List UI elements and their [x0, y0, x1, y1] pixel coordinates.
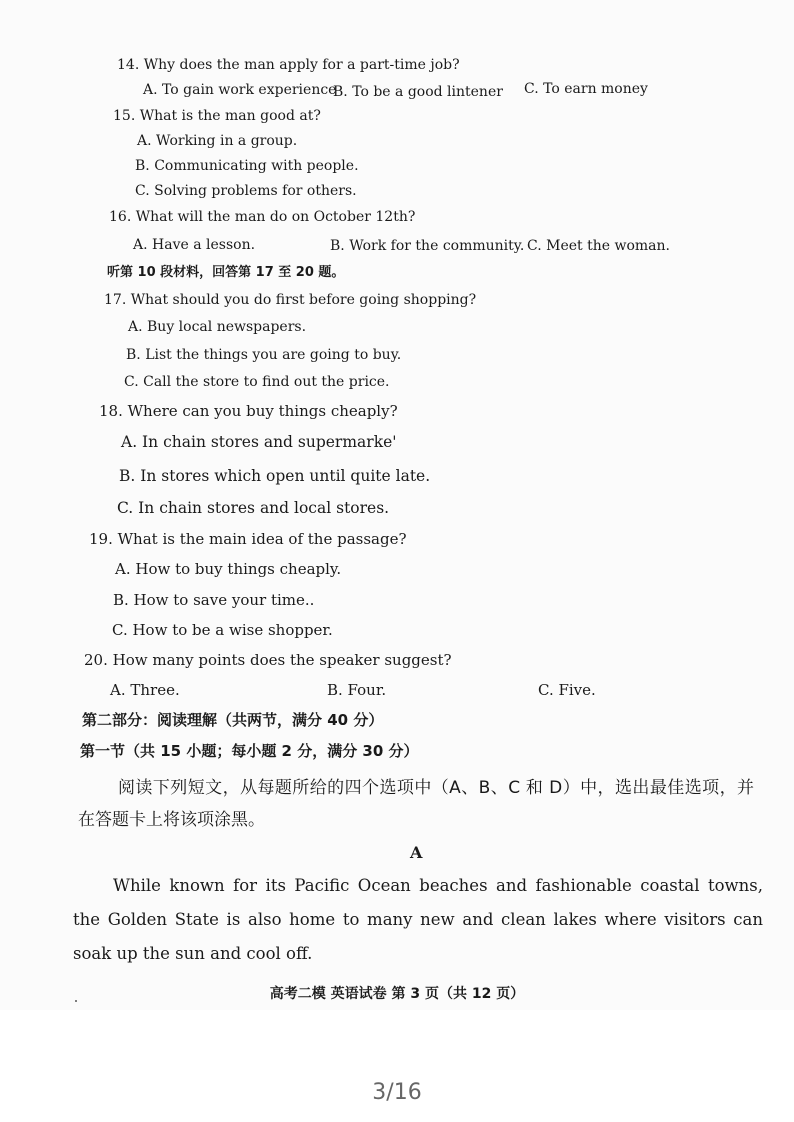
question-20-option-b: B. Four. [327, 681, 387, 699]
question-16-option-a: A. Have a lesson. [133, 237, 256, 253]
question-19-option-a: A. How to buy things cheaply. [115, 560, 342, 578]
question-20-stem: 20. How many points does the speaker suggest? [84, 651, 452, 669]
page-indicator: 3/16 [372, 1080, 422, 1105]
question-15-option-a: A. Working in a group. [137, 133, 298, 149]
passage-paragraph: While known for its Pacific Ocean beaches and fashionable coastal towns, the Golden State is also home to many new and clean lakes where visitors can soak up the sun and cool off. [73, 876, 763, 963]
question-17-option-b: B. List the things you are going to buy. [126, 347, 402, 363]
section1-title: 第一节（共 15 小题；每小题 2 分，满分 30 分） [80, 742, 419, 760]
question-14-option-a: A. To gain work experience [143, 82, 337, 98]
question-18-stem: 18. Where can you buy things cheaply? [99, 402, 398, 420]
question-16-option-c: C. Meet the woman. [527, 238, 670, 254]
question-18-option-a: A. In chain stores and supermarke' [121, 433, 397, 451]
question-14-option-b: B. To be a good lintener [333, 84, 503, 100]
question-15-option-b: B. Communicating with people. [135, 158, 359, 174]
question-20-option-a: A. Three. [110, 681, 180, 699]
question-19-stem: 19. What is the main idea of the passage? [89, 530, 407, 548]
question-17-option-a: A. Buy local newspapers. [128, 319, 307, 335]
question-16-stem: 16. What will the man do on October 12th? [109, 209, 416, 225]
page-footer: 高考二模 英语试卷 第 3 页（共 12 页） [269, 986, 525, 1002]
question-19-option-c: C. How to be a wise shopper. [112, 621, 333, 639]
question-15-option-c: C. Solving problems for others. [135, 183, 357, 199]
listening-instruction: 听第 10 段材料，回答第 17 至 20 题。 [107, 265, 345, 280]
question-17-stem: 17. What should you do first before going shopping? [104, 292, 477, 308]
question-16-option-b: B. Work for the community. [330, 238, 525, 254]
question-18-option-b: B. In stores which open until quite late. [119, 467, 431, 485]
reading-instruction: 阅读下列短文，从每题所给的四个选项中（A、B、C 和 D）中，选出最佳选项，并在答题卡上将该项涂黑。 [78, 778, 754, 830]
part2-title: 第二部分：阅读理解（共两节，满分 40 分） [82, 711, 384, 729]
scan-speck [75, 1000, 77, 1002]
question-17-option-c: C. Call the store to find out the price. [124, 374, 390, 390]
question-14-option-c: C. To earn money [524, 81, 648, 97]
question-14-stem: 14. Why does the man apply for a part-time job? [117, 57, 460, 73]
passage-label: A [410, 843, 423, 862]
question-18-option-c: C. In chain stores and local stores. [117, 499, 390, 517]
question-20-option-c: C. Five. [538, 681, 596, 699]
question-15-stem: 15. What is the man good at? [113, 108, 321, 124]
question-19-option-b: B. How to save your time.. [113, 591, 315, 609]
